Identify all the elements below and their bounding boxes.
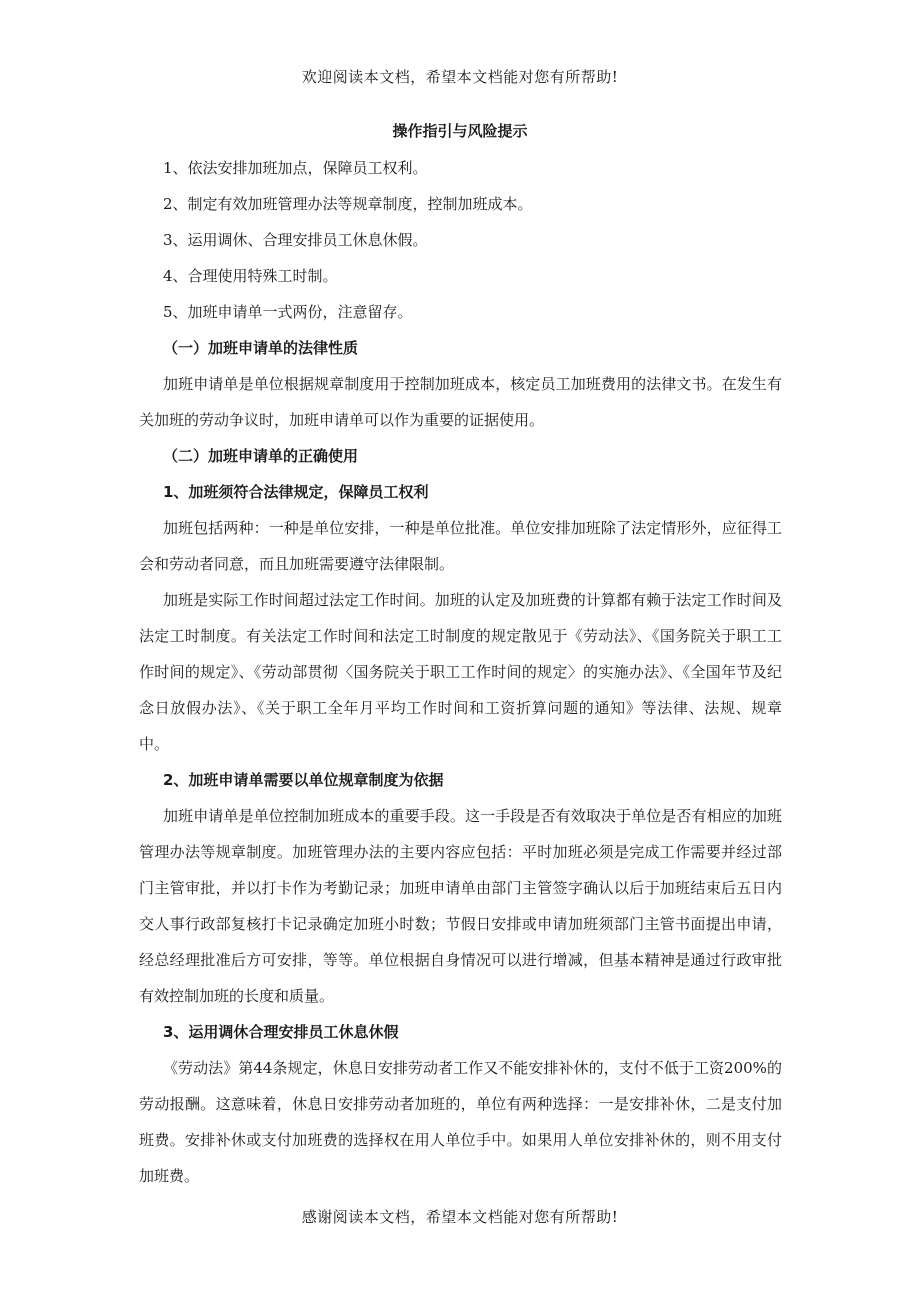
tip-item-3: 3、运用调休、合理安排员工休息休假。	[163, 231, 428, 249]
subsection3-heading: 3、运用调休合理安排员工休息休假	[163, 1023, 399, 1041]
subsection3-paragraph: 《劳动法》第44条规定，休息日安排劳动者工作又不能安排补休的，支付不低于工资200%的劳动报酬。这意味着，休息日安排劳动者加班的，单位有两种选择：一是安排补休，二是支付加班费。安排补休或支付加班费的选择权在用人单位手中。如果用人单位安排补休的，则不用支付加班费。	[139, 1059, 782, 1185]
subsection1-paragraph-1: 加班包括两种：一种是单位安排，一种是单位批准。单位安排加班除了法定情形外，应征得工会和劳动者同意，而且加班需要遵守法律限制。	[139, 519, 782, 573]
section1-paragraph: 加班申请单是单位根据规章制度用于控制加班成本，核定员工加班费用的法律文书。在发生有关加班的劳动争议时，加班申请单可以作为重要的证据使用。	[139, 375, 782, 429]
tip-item-2: 2、制定有效加班管理办法等规章制度，控制加班成本。	[163, 195, 533, 213]
section1-heading: （一）加班申请单的法律性质	[163, 339, 359, 357]
tip-item-4: 4、合理使用特殊工时制。	[163, 267, 338, 285]
tip-item-5: 5、加班申请单一式两份，注意留存。	[163, 303, 413, 321]
tip-item-1: 1、依法安排加班加点，保障员工权利。	[163, 159, 428, 177]
page-footer: 感谢阅读本文档，希望本文档能对您有所帮助!	[301, 1208, 619, 1226]
subsection1-heading: 1、加班须符合法律规定，保障员工权利	[163, 483, 429, 501]
subsection2-paragraph: 加班申请单是单位控制加班成本的重要手段。这一手段是否有效取决于单位是否有相应的加班管理办法等规章制度。加班管理办法的主要内容应包括：平时加班必须是完成工作需要并经过部门主管审批，并以打卡作为考勤记录；加班申请单由部门主管签字确认以后于加班结束后五日内交人事行政部复核打卡记录确定加班小时数；节假日安排或申请加班须部门主管书面提出申请，经总经理批准后方可安排，等等。单位根据自身情况可以进行增减，但基本精神是通过行政审批有效控制加班的长度和质量。	[139, 807, 782, 1005]
document-body	[139, 150, 782, 1194]
section2-heading: （二）加班申请单的正确使用	[163, 447, 359, 465]
page-header: 欢迎阅读本文档，希望本文档能对您有所帮助!	[301, 68, 619, 86]
document-title: 操作指引与风险提示	[392, 122, 528, 140]
subsection1-paragraph-2: 加班是实际工作时间超过法定工作时间。加班的认定及加班费的计算都有赖于法定工作时间及法定工时制度。有关法定工作时间和法定工时制度的规定散见于《劳动法》、《国务院关于职工工作时间的规定》、《劳动部贯彻〈国务院关于职工工作时间的规定〉的实施办法》、《全国年节及纪念日放假办法》、《关于职工全年月平均工作时间和工资折算问题的通知》等法律、法规、规章中。	[139, 591, 782, 753]
subsection2-heading: 2、加班申请单需要以单位规章制度为依据	[163, 771, 444, 789]
